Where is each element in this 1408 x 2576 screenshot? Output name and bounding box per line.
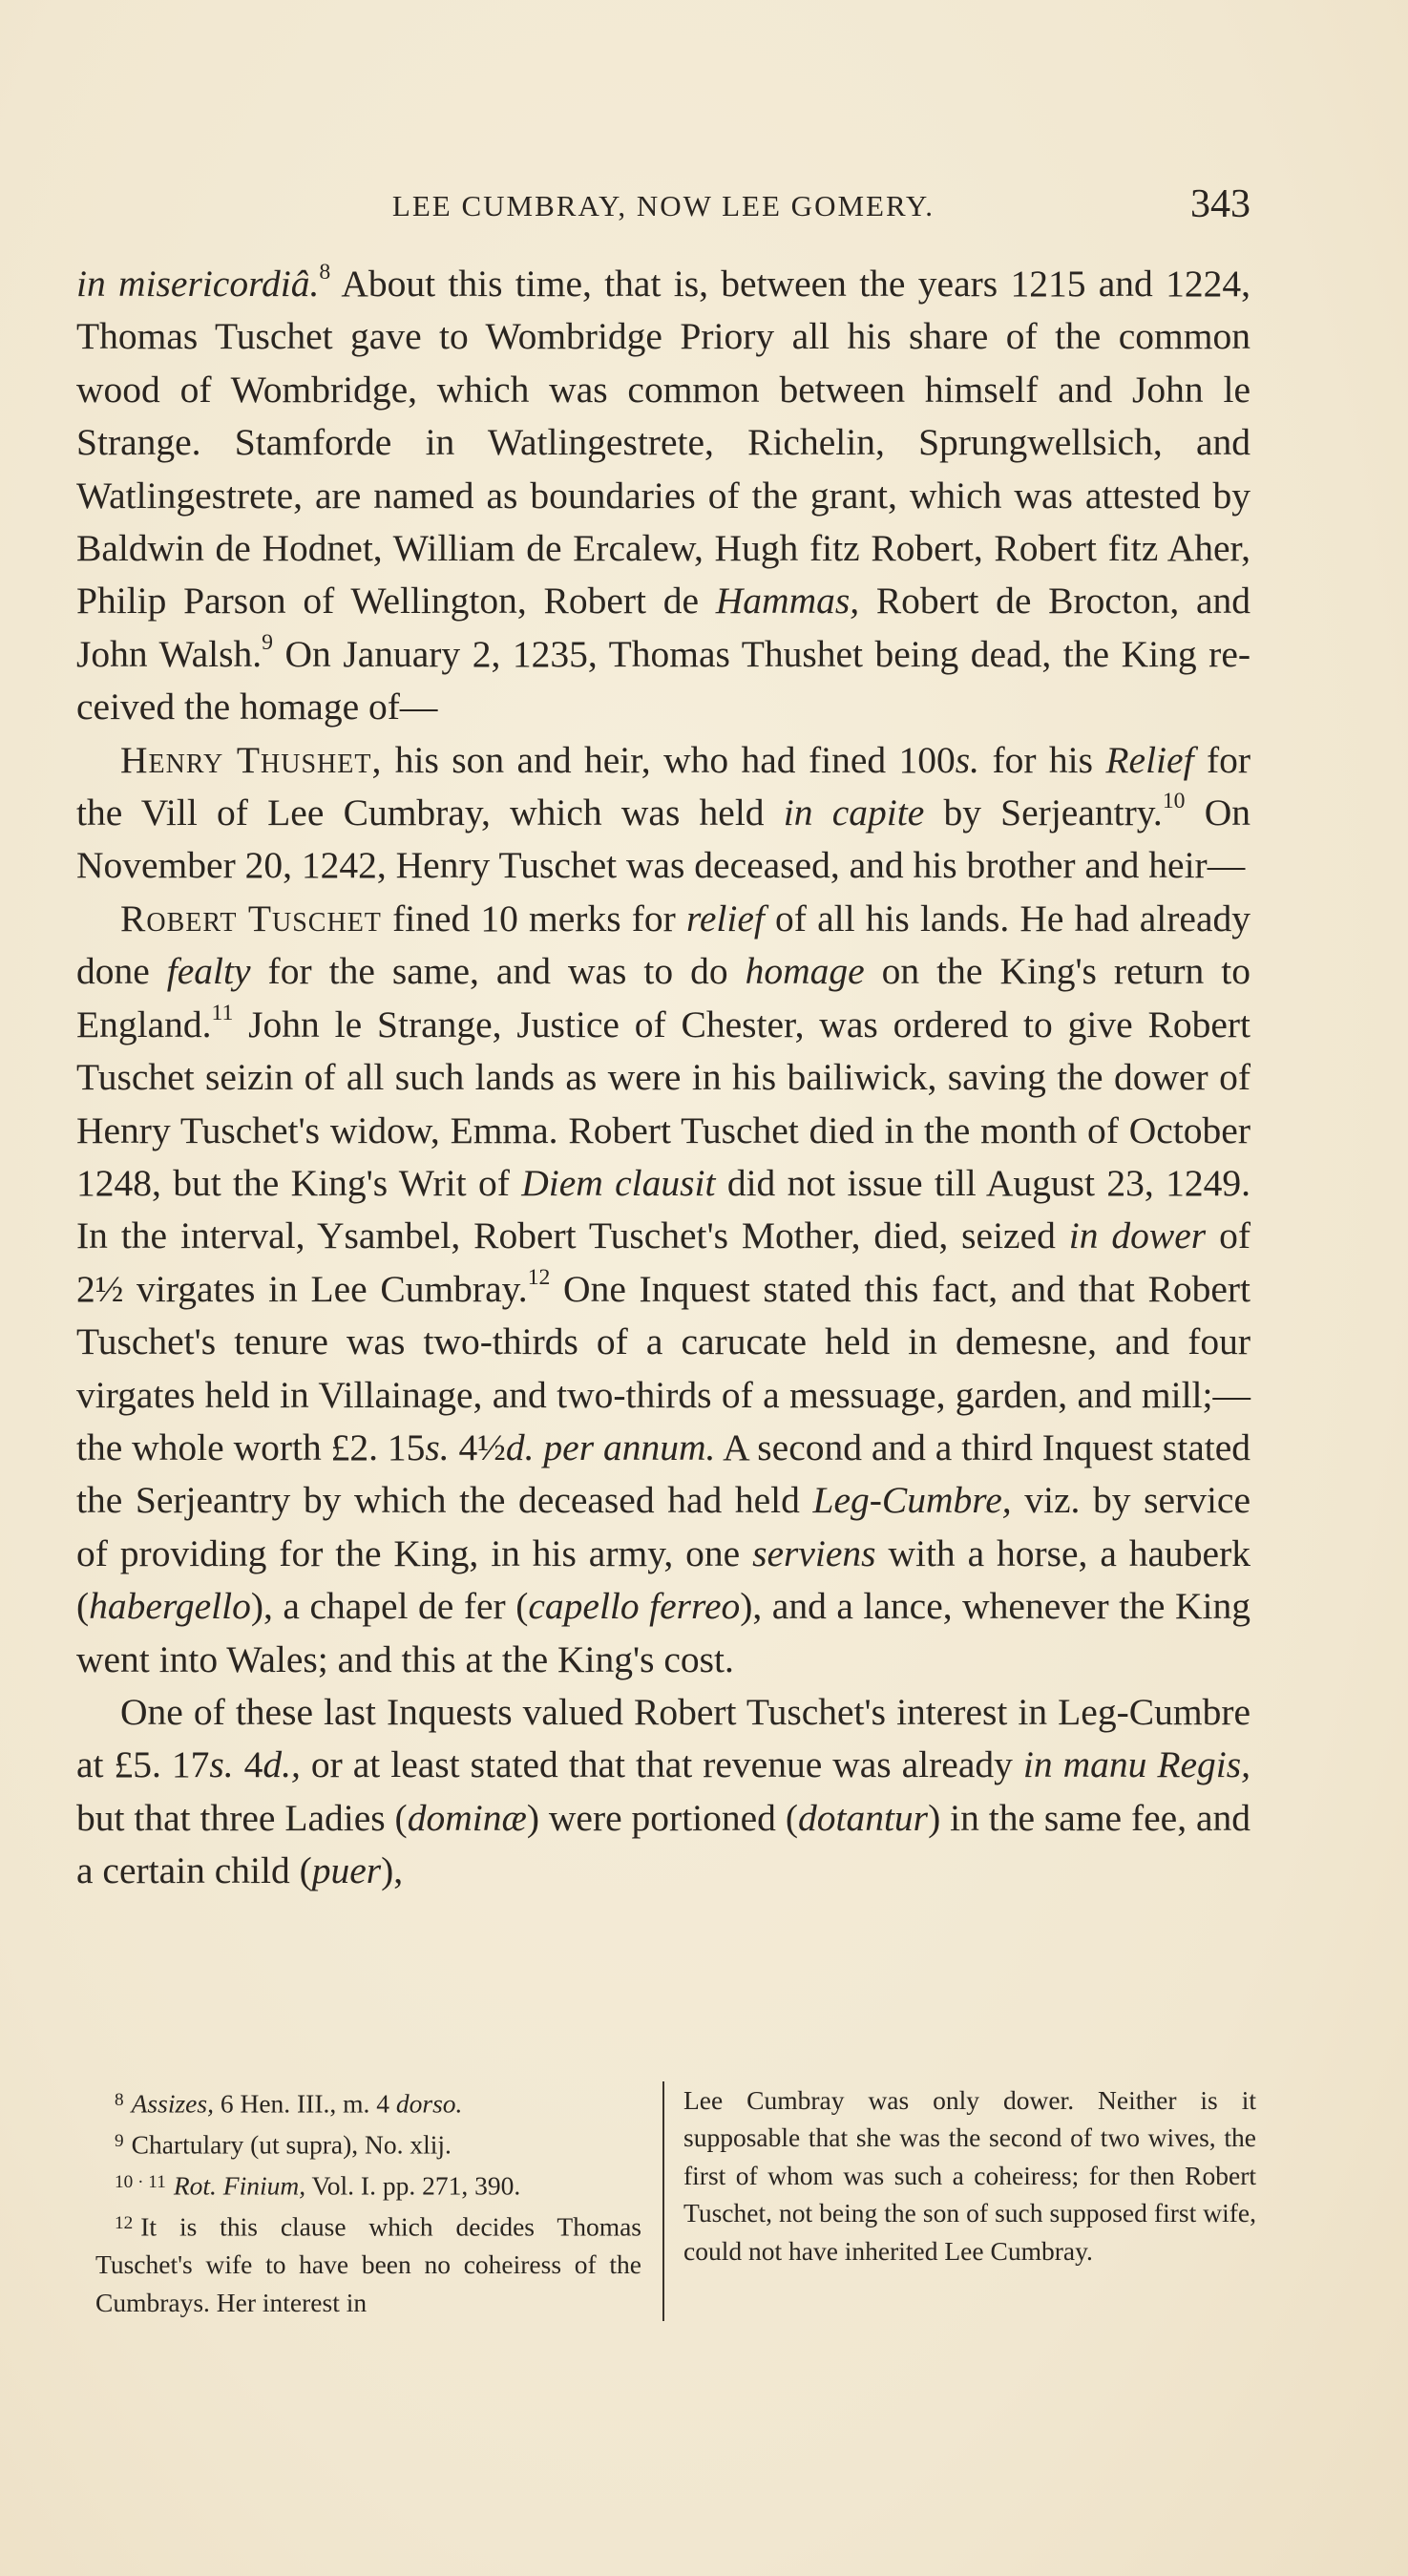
footnotes-left-column: [95, 2081, 664, 2321]
text-run: his son and heir, who had fined 100: [382, 738, 956, 781]
text-run: It is this clause which decides Thomas Tuschet's wife to have been no coheiress of the Cumbrays. Her interest in: [95, 2211, 641, 2317]
text-run: On January 2, 1235, Thomas Thushet being dead, the King received the homage of—: [76, 632, 1251, 728]
text-run: of 2½ virgates in Lee Cumbray.: [76, 1214, 1251, 1310]
text-run: dominæ: [407, 1796, 527, 1839]
text-run: ), a chapel de fer (: [250, 1585, 529, 1628]
text-run: ),: [381, 1849, 404, 1892]
text-run: relief: [685, 897, 765, 940]
text-run: in misericordiâ.: [76, 263, 320, 305]
footnote-mark: 10 · 11: [115, 2172, 166, 2193]
footnote-8: [95, 2081, 641, 2122]
paragraph-4: [76, 1686, 1250, 1898]
footnote-mark: 9: [115, 2131, 124, 2152]
text-run: Hammas,: [715, 580, 860, 623]
page-header: [76, 181, 1250, 239]
footnote-ref-8: 8: [319, 260, 331, 285]
text-run: puer: [311, 1849, 382, 1892]
footnote-ref-10: 10: [1162, 789, 1186, 814]
text-run: d.: [505, 1425, 535, 1468]
text-run: s.: [425, 1425, 450, 1468]
text-run: Robert de Brocton, and John Walsh.: [76, 580, 1251, 675]
person-name: Robert Tuschet: [120, 897, 382, 940]
text-run: capello ferreo: [528, 1585, 741, 1628]
text-run: fealty: [166, 950, 251, 993]
footnote-9: [95, 2122, 641, 2164]
paragraph-1: [76, 258, 1250, 734]
text-run: A second and a third Inquest stated the Serjeantry by which the deceased had held: [76, 1425, 1251, 1522]
text-run: 4: [233, 1743, 263, 1786]
text-run: fined 10 merks for: [381, 897, 686, 940]
text-run: Rot. Finium,: [173, 2170, 306, 2201]
text-run: 6 Hen. III., m. 4: [213, 2088, 396, 2119]
text-run: in dower: [1068, 1214, 1207, 1257]
text-run: or at least stated that that revenue was already: [300, 1743, 1023, 1786]
text-run: John le Strange, Justice of Chester, was ordered to give Robert Tuschet seizin of all such lands as were in his bailiwick, saving the dower of Henry Tuschet's widow, Emma. Robert Tuschet died in the month of October 1248, but the King's Writ of: [76, 1003, 1250, 1204]
text-run: in manu Regis,: [1022, 1743, 1250, 1786]
text-run: ) were portioned (: [526, 1796, 798, 1839]
page-number: 343: [1190, 182, 1250, 226]
text-run: d.,: [263, 1743, 301, 1786]
text-run: Assizes,: [131, 2088, 214, 2119]
text-run: 4½: [449, 1425, 506, 1468]
text-run: Leg-Cumbre,: [812, 1479, 1012, 1522]
footnote-ref-12: 12: [527, 1264, 551, 1290]
text-run: Relief: [1105, 738, 1194, 781]
paragraph-3: [76, 893, 1250, 1686]
footnote-mark: 12: [115, 2213, 134, 2234]
text-run: [535, 1426, 544, 1468]
footnote-12: [95, 2205, 641, 2321]
footnote-mark: 8: [115, 2090, 124, 2110]
text-run: for the same, and was to do: [250, 950, 746, 993]
text-run: Chartulary (ut supra), No. xlij.: [131, 2129, 452, 2160]
running-head: LEE CUMBRAY, NOW LEE GOMERY.: [391, 189, 935, 222]
footnotes-right-column: [664, 2081, 1256, 2321]
text-run: habergello: [89, 1585, 251, 1628]
text-run: dorso.: [395, 2088, 463, 2119]
text-run: One Inquest stated this fact, and that Robert Tuschet's tenure was two-thirds of a carucate held in demesne, and four virgates held in Villainage, and two-thirds of a messuage, garden, and mill;—the whole worth £2. 15: [76, 1267, 1250, 1468]
paragraph-2: [76, 734, 1250, 893]
text-run: but that three Ladies (: [76, 1796, 408, 1839]
text-run: About this time, that is, between the years 1215 and 1224, Thomas Tuschet gave to Wombridge Priory all his share of the common wood of Wombridge, which was common between himself and John le Strange. Stamforde in Watlingestrete, Richelin, Sprungwellsich, and Watlingestrete, are named as boundaries of the grant, which was attested by Baldwin de Hodnet, William de Ercalew, Hugh fitz Robert, Robert fitz Aher, Philip Parson of Wellington, Robert de: [76, 263, 1250, 623]
text-run: on the King's return to England.: [76, 950, 1250, 1045]
text-run: in capite: [783, 792, 925, 834]
text-run: ) in the same fee, and a certain child (: [76, 1796, 1251, 1892]
footnote-ref-11: 11: [211, 1000, 234, 1025]
text-run: s.: [209, 1743, 234, 1786]
text-run: for the Vill of Lee Cumbray, which was held: [76, 738, 1251, 834]
text-run: homage: [745, 950, 865, 993]
text-run: for his: [979, 738, 1106, 781]
footnotes: [95, 2081, 1262, 2321]
text-run: of all his lands. He had already done: [76, 897, 1250, 993]
text-run: per annum.: [543, 1425, 716, 1468]
text-run: did not issue till August 23, 1249. In the interval, Ysambel, Robert Tuschet's Mother, died, seized: [76, 1161, 1250, 1257]
text-run: by Serjeantry.: [924, 792, 1163, 834]
text-run: dotantur: [797, 1796, 929, 1839]
footnote-ref-9: 9: [262, 630, 273, 656]
text-run: s.: [955, 738, 980, 781]
text-run: Vol. I. pp. 271, 390.: [305, 2170, 521, 2201]
footnote-10-11: [95, 2164, 641, 2205]
footnote-12-continued: Lee Cumbray was only dower. Neither is it supposable that she was the second of two wives, the first of whom was such a coheiress; for then Robert Tuschet, not being the son of such supposed first wife, could not have inherited Lee Cumbray.: [683, 2085, 1256, 2266]
text-run: viz. by service of providing for the King, in his army, one: [76, 1479, 1250, 1574]
text-run: serviens: [752, 1531, 876, 1574]
text-run: with a horse, a hauberk (: [76, 1531, 1250, 1628]
main-text: [76, 258, 1250, 1898]
text-run: Diem clausit: [521, 1161, 716, 1204]
text-run: ), and a lance, whenever the King went into Wales; and this at the King's cost.: [76, 1585, 1250, 1680]
person-name: Henry Thushet,: [120, 738, 383, 781]
text-run: On November 20, 1242, Henry Tuschet was deceased, and his brother and heir—: [76, 792, 1250, 887]
text-run: One of these last Inquests valued Robert Tuschet's interest in Leg-Cumbre at £5. 17: [76, 1690, 1250, 1786]
